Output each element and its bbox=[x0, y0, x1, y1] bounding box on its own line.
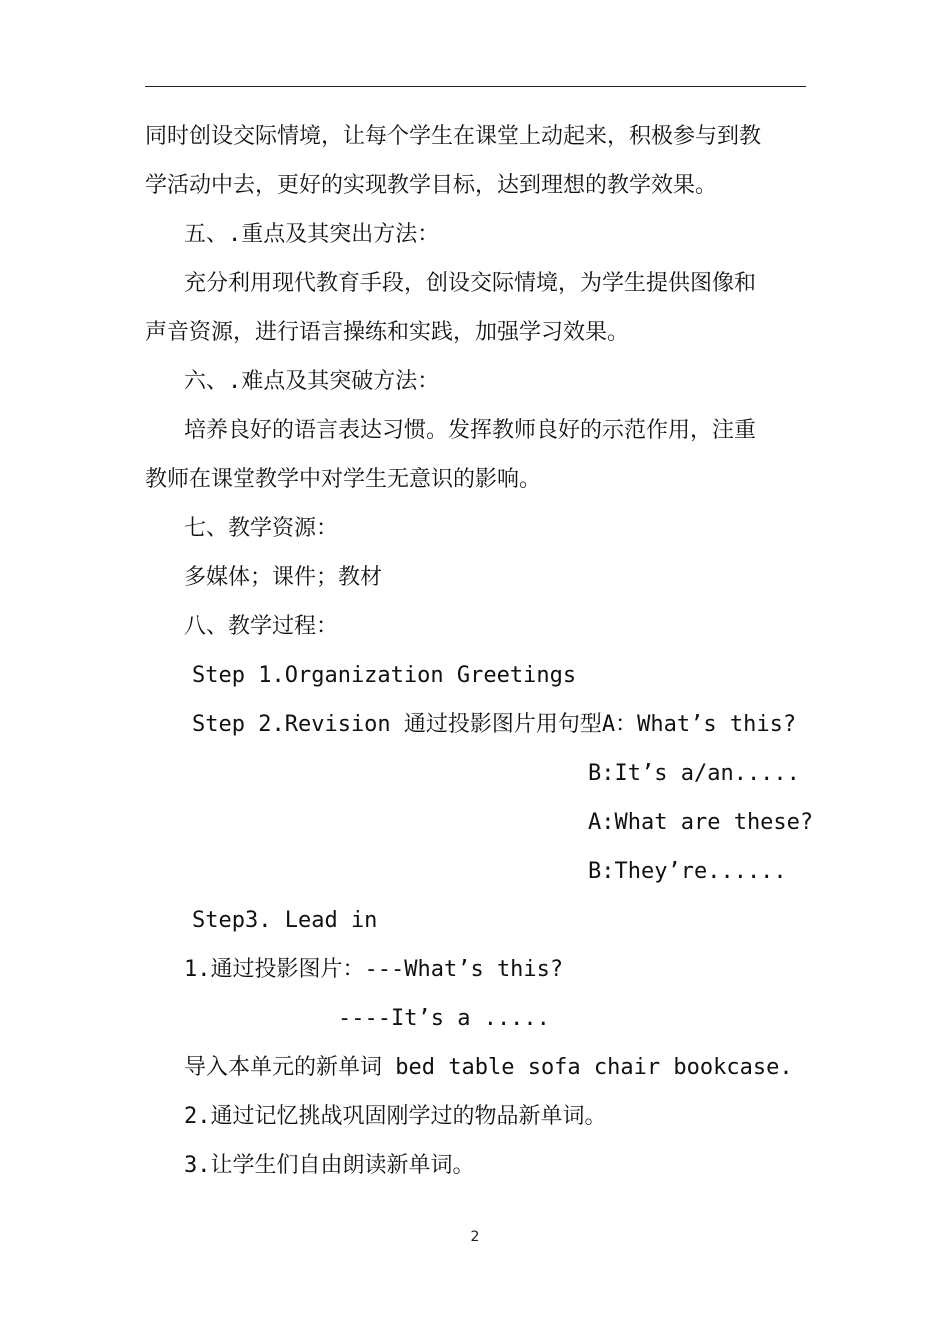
body-text-line: 多媒体；课件；教材 bbox=[184, 565, 383, 590]
step-line: Step 1.Organization Greetings bbox=[192, 663, 577, 688]
body-text-line: 教师在课堂教学中对学生无意识的影响。 bbox=[145, 467, 542, 492]
step-line: Step3. Lead in bbox=[192, 908, 378, 933]
dialogue-line: B:They’re...... bbox=[588, 859, 787, 884]
body-text-line: 充分利用现代教育手段，创设交际情境，为学生提供图像和 bbox=[184, 271, 757, 296]
body-text-line: 导入本单元的新单词 bed table sofa chair bookcase. bbox=[184, 1055, 793, 1080]
body-text-line: 同时创设交际情境，让每个学生在课堂上动起来，积极参与到教 bbox=[145, 124, 762, 149]
section-heading: 八、教学过程： bbox=[184, 614, 339, 639]
section-heading: 五、.重点及其突出方法： bbox=[184, 222, 440, 247]
body-text-line: 2.通过记忆挑战巩固刚学过的物品新单词。 bbox=[184, 1104, 607, 1129]
section-heading: 七、教学资源： bbox=[184, 516, 339, 541]
section-heading: 六、.难点及其突破方法： bbox=[184, 369, 440, 394]
body-text-line: 学活动中去，更好的实现教学目标，达到理想的教学效果。 bbox=[145, 173, 718, 198]
body-text-line: 1.通过投影图片：---What’s this? bbox=[184, 957, 564, 982]
step-line: Step 2.Revision 通过投影图片用句型A：What’s this? bbox=[192, 712, 797, 737]
header-rule bbox=[145, 86, 806, 87]
dialogue-line: A:What are these? bbox=[588, 810, 814, 835]
body-text-line: 声音资源，进行语言操练和实践，加强学习效果。 bbox=[145, 320, 630, 345]
page-number: 2 bbox=[470, 1229, 480, 1245]
dialogue-line: B:It’s a/an..... bbox=[588, 761, 800, 786]
body-text-line: 3.让学生们自由朗读新单词。 bbox=[184, 1153, 475, 1178]
body-text-line: 培养良好的语言表达习惯。发挥教师良好的示范作用，注重 bbox=[184, 418, 757, 443]
dialogue-line: ----It’s a ..... bbox=[338, 1006, 550, 1031]
